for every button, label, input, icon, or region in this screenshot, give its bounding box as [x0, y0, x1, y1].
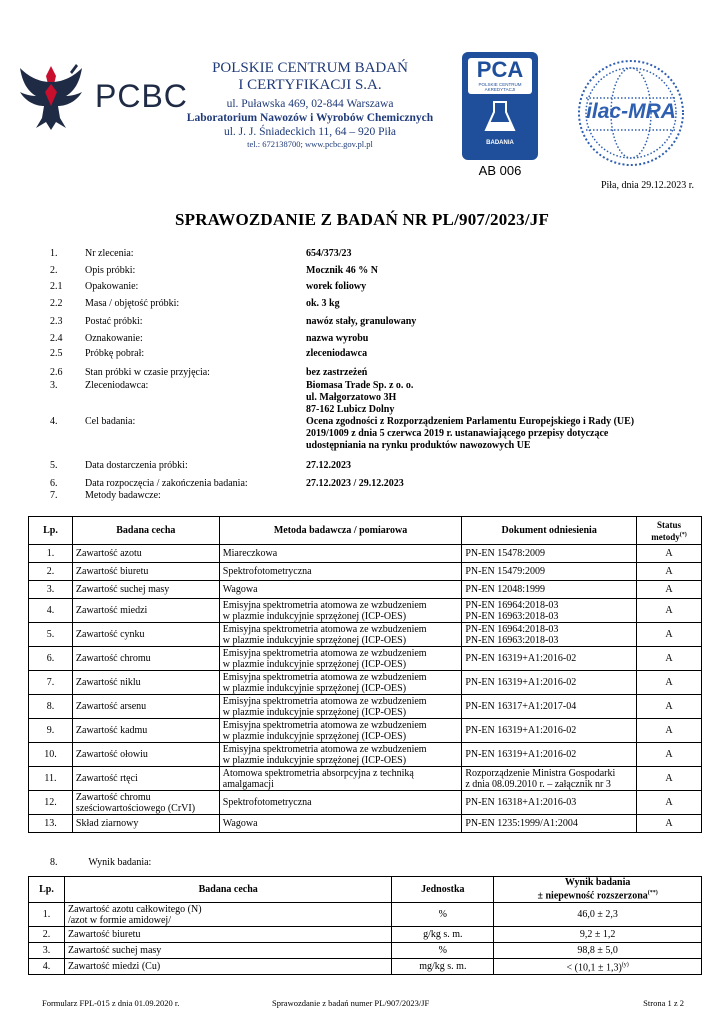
cell-dokument: [462, 719, 637, 743]
table-row: [29, 791, 702, 815]
cell-cecha-text: Zawartość ołowiu: [75, 749, 148, 760]
info-value: zleceniodawca: [306, 348, 368, 359]
cell-metoda: [219, 743, 462, 767]
footer-report-number: Sprawozdanie z badań numer PL/907/2023/JF: [272, 998, 430, 1008]
cell-cecha-text: Zawartość suchej masy: [75, 584, 170, 595]
cell-cecha-text: Zawartość biuretu: [67, 929, 141, 940]
cell-dokument: [462, 545, 637, 563]
ilac-mra-logo: [576, 58, 686, 168]
table-row: [29, 943, 702, 959]
cell-wynik: [494, 903, 702, 927]
table-row: [29, 927, 702, 943]
status-footnote-mark: (*): [679, 531, 687, 538]
cell-metoda-text: Wagowa: [222, 818, 258, 829]
cell-lp-text: 3.: [46, 584, 55, 595]
cell-dokument: [462, 623, 637, 647]
cell-lp-text: 5.: [46, 629, 55, 640]
cell-status-text: A: [665, 818, 673, 829]
cell-status-text: A: [665, 566, 673, 577]
org-contact: tel.: 672138700; www.pcbc.gov.pl.pl: [247, 139, 373, 149]
cell-lp: [29, 927, 65, 943]
info-label: Opis próbki:: [85, 265, 136, 276]
cell-dokument: [462, 695, 637, 719]
result-header-uncert: ± niepewność rozszerzona: [537, 890, 648, 902]
cell-dokument: [462, 581, 637, 599]
lab-name: Laboratorium Nawozów i Wyrobów Chemicznych: [186, 112, 434, 124]
info-num: 2.: [50, 265, 58, 276]
cell-metoda-text: Emisyjna spektrometria atomowa ze wzbudzeniem: [222, 719, 427, 731]
cell-lp-text: 1.: [42, 909, 51, 920]
info-value: Biomasa Trade Sp. z o. o.: [306, 380, 414, 391]
cell-cecha-text: Zawartość niklu: [75, 677, 141, 688]
cell-cecha-text: Zawartość kadmu: [75, 725, 148, 736]
org-address: ul. Puławska 469, 02-844 Warszawa: [226, 98, 394, 110]
cell-cecha-text: Zawartość azotu: [75, 548, 142, 559]
cell-wynik: [494, 927, 702, 943]
cell-metoda: [219, 623, 462, 647]
report-date-place: Piła, dnia 29.12.2023 r.: [600, 180, 694, 191]
cell-status-text: A: [665, 749, 673, 760]
table-row: [29, 545, 702, 563]
cell-cecha: [72, 563, 219, 581]
cell-cecha-text: Zawartość suchej masy: [67, 945, 162, 956]
cell-cecha: [72, 623, 219, 647]
cell-cecha: [72, 671, 219, 695]
cell-lp: [29, 743, 73, 767]
info-value: 87-162 Lubicz Dolny: [306, 404, 395, 415]
cell-metoda: [219, 695, 462, 719]
cell-metoda: [219, 719, 462, 743]
cell-dokument-text: PN-EN 15479:2009: [465, 566, 546, 577]
info-num: 2.6: [50, 367, 63, 378]
pca-subtitle-2: AKREDYTACJI: [484, 87, 516, 92]
table-row: [29, 563, 702, 581]
footer-form-id: Formularz FPL-015 z dnia 01.09.2020 r.: [42, 998, 180, 1008]
cell-cecha-text: Zawartość miedzi (Cu): [67, 961, 161, 972]
cell-lp: [29, 943, 65, 959]
cell-dokument-text: PN-EN 12048:1999: [465, 584, 546, 595]
cell-wynik: [494, 943, 702, 959]
results-label: [50, 857, 151, 868]
info-num: 2.3: [50, 316, 63, 327]
lab-address: ul. J. J. Śniadeckich 11, 64 – 920 Piła: [223, 126, 397, 138]
cell-lp-text: 10.: [44, 749, 57, 760]
info-num: 7.: [50, 490, 58, 501]
info-num: 6.: [50, 478, 58, 489]
result-header-line1: Wynik badania: [564, 877, 631, 889]
cell-metoda-text: Emisyjna spektrometria atomowa ze wzbudzeniem: [222, 623, 427, 635]
info-label: Oznakowanie:: [85, 333, 143, 344]
cell-status-text: A: [665, 584, 673, 595]
cell-status: [637, 563, 702, 581]
cell-jednostka-text: %: [438, 945, 447, 956]
cell-status-text: A: [665, 797, 673, 808]
cell-metoda: [219, 671, 462, 695]
cell-dokument: [462, 815, 637, 833]
info-num: 2.1: [50, 281, 63, 292]
cell-dokument: [462, 791, 637, 815]
cell-cecha-text: Zawartość biuretu: [75, 566, 149, 577]
info-value: 2019/1009 z dnia 5 czerwca 2019 r. ustanawiającego przepisy dotyczące: [306, 428, 609, 439]
info-label: Zleceniodawca:: [85, 380, 149, 391]
table-row: [29, 581, 702, 599]
cell-cecha: [72, 599, 219, 623]
cell-metoda-text: w plazmie indukcyjnie sprzężonej (ICP-OES): [222, 754, 407, 766]
cell-dokument-text: PN-EN 16963:2018-03: [465, 634, 559, 646]
cell-jednostka-text: g/kg s. m.: [423, 929, 463, 940]
info-num: 2.5: [50, 348, 63, 359]
cell-status: [637, 599, 702, 623]
results-text: Wynik badania:: [88, 857, 152, 868]
cell-status: [637, 545, 702, 563]
cell-lp: [29, 815, 73, 833]
pca-title: PCA: [476, 57, 524, 82]
cell-lp: [29, 545, 73, 563]
cell-dokument-text: PN-EN 16317+A1:2017-04: [465, 701, 577, 712]
cell-status: [637, 743, 702, 767]
table-row: [29, 903, 702, 927]
cell-jednostka: [392, 903, 494, 927]
table-row: [29, 719, 702, 743]
cell-wynik: [494, 959, 702, 975]
info-label: Cel badania:: [85, 416, 136, 427]
cell-lp: [29, 791, 73, 815]
cell-metoda-text: w plazmie indukcyjnie sprzężonej (ICP-OES): [222, 706, 407, 718]
cell-dokument: [462, 671, 637, 695]
ilac-mra-text: ilac-MRA: [586, 100, 676, 123]
cell-lp-text: 13.: [44, 818, 57, 829]
info-num: 4.: [50, 416, 58, 427]
cell-dokument: [462, 647, 637, 671]
cell-dokument: [462, 767, 637, 791]
cell-status: [637, 623, 702, 647]
cell-metoda-text: Emisyjna spektrometria atomowa ze wzbudzeniem: [222, 671, 427, 683]
cell-cecha-text: Skład ziarnowy: [75, 818, 139, 829]
cell-lp-text: 2.: [46, 566, 55, 577]
cell-status-text: A: [665, 701, 673, 712]
cell-cecha-text: Zawartość cynku: [75, 629, 145, 640]
cell-dokument-text: PN-EN 16964:2018-03: [465, 623, 559, 635]
cell-status-text: A: [665, 773, 673, 784]
cell-lp-text: 9.: [46, 725, 55, 736]
cell-metoda-text: w plazmie indukcyjnie sprzężonej (ICP-OES): [222, 730, 407, 742]
cell-status-text: A: [665, 677, 673, 688]
cell-dokument-text: PN-EN 16319+A1:2016-02: [465, 749, 577, 760]
info-value: ok. 3 kg: [306, 298, 340, 309]
info-label: Metody badawcze:: [85, 490, 161, 501]
cell-dokument-text: PN-EN 16964:2018-03: [465, 599, 559, 611]
cell-cecha: [64, 959, 391, 975]
cell-lp: [29, 599, 73, 623]
cell-status: [637, 791, 702, 815]
info-label: Nr zlecenia:: [85, 248, 134, 259]
cell-lp-text: 6.: [46, 653, 55, 664]
cell-metoda-text: Emisyjna spektrometria atomowa ze wzbudzeniem: [222, 695, 427, 707]
cell-dokument: [462, 599, 637, 623]
table-row: [29, 647, 702, 671]
cell-wynik-text: 98,8 ± 5,0: [577, 945, 618, 956]
cell-status: [637, 581, 702, 599]
col-header: Badana cecha: [64, 877, 391, 903]
table-row: [29, 599, 702, 623]
table-row: [29, 743, 702, 767]
cell-cecha: [72, 581, 219, 599]
table-header-row: [29, 517, 702, 545]
cell-cecha-text: /azot w formie amidowej/: [67, 914, 171, 926]
col-header: [637, 517, 702, 545]
cell-status: [637, 719, 702, 743]
cell-lp-text: 7.: [46, 677, 55, 688]
cell-cecha-text: Zawartość chromu: [75, 653, 151, 664]
info-num: 2.2: [50, 298, 63, 309]
cell-status-text: A: [665, 605, 673, 616]
info-value: 27.12.2023: [306, 460, 351, 471]
col-header: Jednostka: [392, 877, 494, 903]
cell-metoda-text: amalgamacji: [222, 778, 274, 790]
cell-cecha-text: Zawartość miedzi: [75, 605, 148, 616]
info-num: 1.: [50, 248, 58, 259]
table-header-row: [29, 877, 702, 903]
org-name-line1: POLSKIE CENTRUM BADAŃ: [212, 60, 408, 76]
cell-metoda-text: w plazmie indukcyjnie sprzężonej (ICP-OES): [222, 658, 407, 670]
info-label: Masa / objętość próbki:: [85, 298, 180, 309]
cell-lp: [29, 581, 73, 599]
info-value: udostępniania na rynku produktów nawozowych UE: [306, 440, 531, 451]
report-title: SPRAWOZDANIE Z BADAŃ NR PL/907/2023/JF: [174, 210, 550, 229]
cell-lp: [29, 903, 65, 927]
cell-dokument-text: PN-EN 15478:2009: [465, 548, 546, 559]
cell-metoda-text: Emisyjna spektrometria atomowa ze wzbudzeniem: [222, 599, 427, 611]
cell-lp: [29, 671, 73, 695]
info-value: Ocena zgodności z Rozporządzeniem Parlamentu Europejskiego i Rady (UE): [306, 416, 635, 427]
info-label: Próbkę pobrał:: [85, 348, 145, 359]
info-value: Mocznik 46 % N: [306, 265, 378, 276]
cell-lp: [29, 767, 73, 791]
cell-metoda-text: w plazmie indukcyjnie sprzężonej (ICP-OES): [222, 634, 407, 646]
accreditation-number: AB 006: [478, 163, 522, 178]
cell-metoda: [219, 581, 462, 599]
cell-wynik-text: 9,2 ± 1,2: [579, 929, 616, 940]
info-num: 2.4: [50, 333, 63, 344]
cell-lp-text: 2.: [42, 929, 51, 940]
cell-status: [637, 695, 702, 719]
cell-metoda-text: Spektrofotometryczna: [222, 797, 312, 808]
footer-page-number: Strona 1 z 2: [643, 998, 684, 1008]
info-value: ul. Małgorzatowo 3H: [306, 392, 397, 403]
cell-metoda-text: w plazmie indukcyjnie sprzężonej (ICP-OES): [222, 682, 407, 694]
cell-cecha: [64, 903, 391, 927]
cell-lp: [29, 695, 73, 719]
info-value: 654/373/23: [306, 248, 352, 259]
col-header: Dokument odniesienia: [462, 517, 637, 545]
cell-lp: [29, 647, 73, 671]
cell-cecha: [72, 791, 219, 815]
cell-dokument-text: PN-EN 16319+A1:2016-02: [465, 677, 577, 688]
cell-status: [637, 815, 702, 833]
methods-table: [28, 516, 702, 833]
cell-status: [637, 647, 702, 671]
cell-jednostka: [392, 927, 494, 943]
results-table: [28, 876, 702, 975]
cell-lp: [29, 623, 73, 647]
cell-wynik-text: 46,0 ± 2,3: [577, 909, 618, 920]
organization-header: [160, 60, 460, 150]
cell-jednostka: [392, 943, 494, 959]
cell-metoda-text: Wagowa: [222, 584, 258, 595]
info-label: Stan próbki w czasie przyjęcia:: [85, 367, 210, 378]
cell-metoda-text: Emisyjna spektrometria atomowa ze wzbudzeniem: [222, 647, 427, 659]
cell-dokument: [462, 563, 637, 581]
table-row: [29, 695, 702, 719]
cell-cecha: [72, 647, 219, 671]
cell-dokument-text: PN-EN 1235:1999/A1:2004: [465, 818, 578, 829]
cell-cecha-text: Zawartość rtęci: [75, 773, 138, 784]
cell-cecha: [72, 815, 219, 833]
cell-cecha: [72, 767, 219, 791]
info-num: 3.: [50, 380, 58, 391]
cell-lp-text: 3.: [42, 945, 51, 956]
cell-status-text: A: [665, 653, 673, 664]
cell-metoda-text: Atomowa spektrometria absorpcyjna z techniką: [222, 767, 414, 779]
cell-cecha: [72, 719, 219, 743]
cell-lp: [29, 719, 73, 743]
eagle-icon: [18, 62, 84, 134]
col-header: Lp.: [29, 517, 73, 545]
cell-dokument: [462, 743, 637, 767]
pca-subtitle-1: POLSKIE CENTRUM: [478, 82, 522, 87]
cell-metoda: [219, 647, 462, 671]
info-label: Data rozpoczęcia / zakończenia badania:: [85, 478, 248, 489]
cell-metoda-text: Spektrofotometryczna: [222, 566, 312, 577]
cell-dokument-text: PN-EN 16319+A1:2016-02: [465, 725, 577, 736]
info-value: nawóz stały, granulowany: [306, 316, 417, 327]
info-value: nazwa wyrobu: [306, 333, 369, 344]
cell-lp-text: 1.: [46, 548, 55, 559]
result-header-line2: [497, 888, 698, 901]
pca-badania: BADANIA: [486, 140, 514, 146]
cell-status-text: A: [665, 548, 673, 559]
col-header: [494, 877, 702, 903]
info-value: 27.12.2023 / 29.12.2023: [306, 478, 404, 489]
cell-metoda: [219, 767, 462, 791]
cell-cecha: [64, 927, 391, 943]
cell-metoda-text: w plazmie indukcyjnie sprzężonej (ICP-OES): [222, 610, 407, 622]
cell-cecha-text: Zawartość arsenu: [75, 701, 147, 712]
cell-cecha: [72, 545, 219, 563]
cell-dokument-text: PN-EN 16963:2018-03: [465, 610, 559, 622]
pca-accreditation-badge: [462, 52, 538, 160]
cell-status-text: A: [665, 629, 673, 640]
cell-cecha: [72, 743, 219, 767]
cell-cecha-text: Zawartość azotu całkowitego (N): [67, 903, 202, 915]
info-num: 5.: [50, 460, 58, 471]
cell-metoda: [219, 791, 462, 815]
cell-lp-text: 12.: [44, 797, 57, 808]
cell-wynik-text: < (10,1 ± 1,3): [566, 962, 622, 974]
cell-metoda: [219, 815, 462, 833]
org-name-line2: I CERTYFIKACJI S.A.: [238, 77, 382, 93]
cell-status: [637, 671, 702, 695]
info-value: bez zastrzeżeń: [306, 367, 368, 378]
cell-cecha-text: sześciowartościowego (CrVI): [75, 802, 196, 814]
col-header: Metoda badawcza / pomiarowa: [219, 517, 462, 545]
pcbc-logo-text: PCBC: [95, 78, 188, 114]
result-footnote-mark: (**): [647, 890, 658, 897]
cell-cecha-text: Zawartość chromu: [75, 791, 151, 803]
cell-dokument-text: PN-EN 16319+A1:2016-02: [465, 653, 577, 664]
table-row: [29, 623, 702, 647]
info-label: Opakowanie:: [85, 281, 139, 292]
info-value: worek foliowy: [306, 281, 367, 292]
cell-metoda-text: Miareczkowa: [222, 548, 278, 559]
cell-jednostka-text: mg/kg s. m.: [419, 961, 467, 972]
table-row: [29, 959, 702, 975]
cell-jednostka-text: %: [438, 909, 447, 920]
info-label: Postać próbki:: [85, 316, 143, 327]
table-row: [29, 815, 702, 833]
cell-dokument-text: Rozporządzenie Ministra Gospodarki: [465, 767, 616, 779]
results-num: 8.: [50, 857, 58, 868]
cell-lp-text: 11.: [44, 773, 57, 784]
cell-status: [637, 767, 702, 791]
flask-icon: [462, 96, 538, 140]
cell-metoda: [219, 563, 462, 581]
result-footnote-mark: (y): [621, 961, 629, 968]
cell-dokument-text: PN-EN 16318+A1:2016-03: [465, 797, 577, 808]
cell-lp-text: 4.: [46, 605, 55, 616]
cell-cecha: [72, 695, 219, 719]
cell-metoda: [219, 545, 462, 563]
cell-status-text: A: [665, 725, 673, 736]
cell-dokument-text: z dnia 08.09.2010 r. – załącznik nr 3: [465, 778, 611, 790]
cell-lp: [29, 563, 73, 581]
cell-lp: [29, 959, 65, 975]
table-row: [29, 767, 702, 791]
col-header: Lp.: [29, 877, 65, 903]
cell-jednostka: [392, 959, 494, 975]
pcbc-eagle-logo: [18, 62, 84, 134]
table-row: [29, 671, 702, 695]
cell-lp-text: 4.: [42, 961, 51, 972]
cell-cecha: [64, 943, 391, 959]
cell-metoda-text: Emisyjna spektrometria atomowa ze wzbudzeniem: [222, 743, 427, 755]
info-label: Data dostarczenia próbki:: [85, 460, 188, 471]
status-header-text: Status metody: [651, 519, 682, 542]
sample-info-list: [0, 248, 724, 508]
cell-metoda: [219, 599, 462, 623]
col-header: Badana cecha: [72, 517, 219, 545]
cell-lp-text: 8.: [46, 701, 55, 712]
